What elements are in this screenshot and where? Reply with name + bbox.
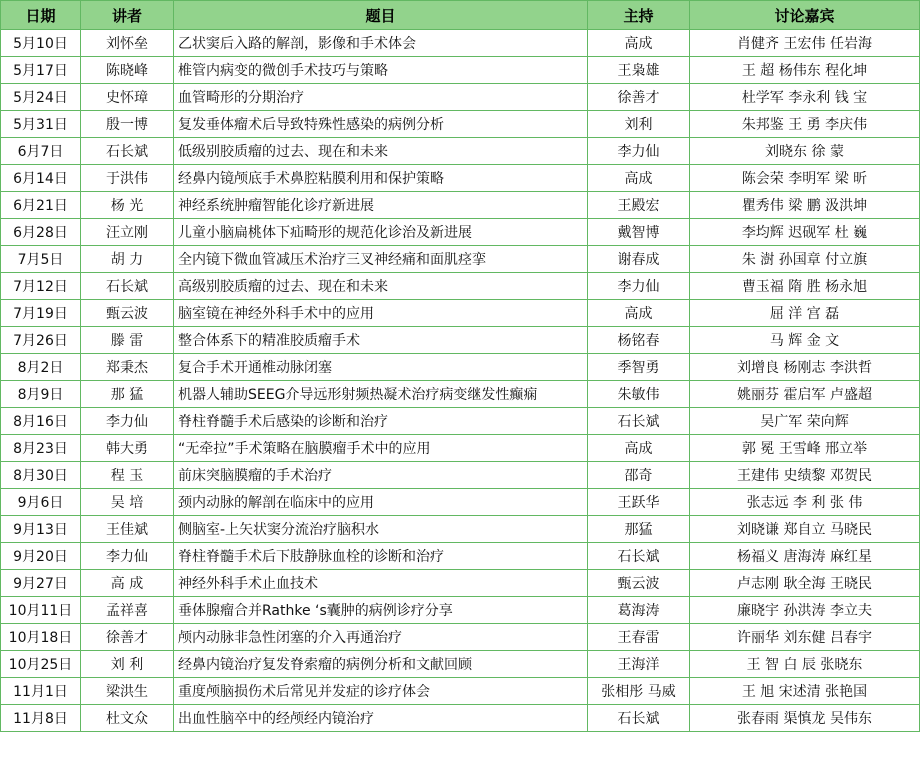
table-row: [1, 516, 920, 543]
table-row: [1, 219, 920, 246]
header-guests: 讨论嘉宾: [690, 1, 920, 30]
speaker-cell: 杜文众: [81, 705, 174, 732]
topic-cell: 经鼻内镜治疗复发脊索瘤的病例分析和文献回顾: [174, 651, 588, 678]
topic-cell: 机器人辅助SEEG介导远形射频热凝术治疗病变继发性癫痫: [174, 381, 588, 408]
table-row: [1, 381, 920, 408]
host-cell: 石长斌: [588, 543, 690, 570]
date-cell: 9月20日: [1, 543, 81, 570]
table-row: [1, 489, 920, 516]
table-row: [1, 273, 920, 300]
topic-cell: 整合体系下的精准胶质瘤手术: [174, 327, 588, 354]
host-cell: 王春雷: [588, 624, 690, 651]
speaker-cell: 高 成: [81, 570, 174, 597]
date-cell: 7月5日: [1, 246, 81, 273]
guests-cell: 张志远 李 利 张 伟: [690, 489, 920, 516]
guests-cell: 廉晓宇 孙洪涛 李立夫: [690, 597, 920, 624]
host-cell: 张相彤 马威: [588, 678, 690, 705]
speaker-cell: 于洪伟: [81, 165, 174, 192]
speaker-cell: 韩大勇: [81, 435, 174, 462]
header-speaker: 讲者: [81, 1, 174, 30]
guests-cell: 屈 洋 宫 磊: [690, 300, 920, 327]
topic-cell: 重度颅脑损伤术后常见并发症的诊疗体会: [174, 678, 588, 705]
speaker-cell: 史怀璋: [81, 84, 174, 111]
topic-cell: 低级别胶质瘤的过去、现在和未来: [174, 138, 588, 165]
speaker-cell: 那 猛: [81, 381, 174, 408]
topic-cell: 侧脑室-上矢状窦分流治疗脑积水: [174, 516, 588, 543]
table-row: [1, 300, 920, 327]
guests-cell: 刘晓谦 郑自立 马晓民: [690, 516, 920, 543]
date-cell: 8月2日: [1, 354, 81, 381]
host-cell: 戴智博: [588, 219, 690, 246]
guests-cell: 杨福义 唐海涛 麻红星: [690, 543, 920, 570]
date-cell: 8月9日: [1, 381, 81, 408]
guests-cell: 卢志刚 耿全海 王晓民: [690, 570, 920, 597]
host-cell: 谢春成: [588, 246, 690, 273]
table-row: [1, 624, 920, 651]
header-topic: 题目: [174, 1, 588, 30]
table-row: [1, 327, 920, 354]
guests-cell: 吴广军 荣向辉: [690, 408, 920, 435]
host-cell: 石长斌: [588, 705, 690, 732]
guests-cell: 许丽华 刘东健 吕春宇: [690, 624, 920, 651]
guests-cell: 肖健齐 王宏伟 任岩海: [690, 30, 920, 57]
table-row: [1, 705, 920, 732]
table-row: [1, 84, 920, 111]
host-cell: 朱敏伟: [588, 381, 690, 408]
guests-cell: 杜学军 李永利 钱 宝: [690, 84, 920, 111]
guests-cell: 王 智 白 辰 张晓东: [690, 651, 920, 678]
topic-cell: 儿童小脑扁桃体下疝畸形的规范化诊治及新进展: [174, 219, 588, 246]
guests-cell: 王 旭 宋述清 张艳国: [690, 678, 920, 705]
speaker-cell: 滕 雷: [81, 327, 174, 354]
guests-cell: 陈会荣 李明军 梁 昕: [690, 165, 920, 192]
date-cell: 5月24日: [1, 84, 81, 111]
speaker-cell: 杨 光: [81, 192, 174, 219]
speaker-cell: 石长斌: [81, 138, 174, 165]
speaker-cell: 陈晓峰: [81, 57, 174, 84]
guests-cell: 郭 冕 王雪峰 邢立举: [690, 435, 920, 462]
speaker-cell: 刘怀垒: [81, 30, 174, 57]
date-cell: 8月23日: [1, 435, 81, 462]
date-cell: 11月8日: [1, 705, 81, 732]
host-cell: 徐善才: [588, 84, 690, 111]
topic-cell: 脊柱脊髓手术后下肢静脉血栓的诊断和治疗: [174, 543, 588, 570]
topic-cell: 出血性脑卒中的经颅经内镜治疗: [174, 705, 588, 732]
date-cell: 11月1日: [1, 678, 81, 705]
guests-cell: 李均辉 迟砚军 杜 巍: [690, 219, 920, 246]
table-row: [1, 165, 920, 192]
table-row: [1, 57, 920, 84]
table-row: [1, 435, 920, 462]
guests-cell: 张春雨 渠慎龙 吴伟东: [690, 705, 920, 732]
date-cell: 9月6日: [1, 489, 81, 516]
date-cell: 6月21日: [1, 192, 81, 219]
speaker-cell: 王佳斌: [81, 516, 174, 543]
speaker-cell: 吴 培: [81, 489, 174, 516]
date-cell: 5月10日: [1, 30, 81, 57]
date-cell: 10月18日: [1, 624, 81, 651]
table-row: [1, 543, 920, 570]
topic-cell: 乙状窦后入路的解剖，影像和手术体会: [174, 30, 588, 57]
guests-cell: 刘增良 杨刚志 李洪哲: [690, 354, 920, 381]
speaker-cell: 李力仙: [81, 408, 174, 435]
speaker-cell: 孟祥喜: [81, 597, 174, 624]
header-date: 日期: [1, 1, 81, 30]
host-cell: 高成: [588, 435, 690, 462]
speaker-cell: 甄云波: [81, 300, 174, 327]
guests-cell: 王 超 杨伟东 程化坤: [690, 57, 920, 84]
table-header: [1, 1, 920, 30]
guests-cell: 马 辉 金 文: [690, 327, 920, 354]
speaker-cell: 刘 利: [81, 651, 174, 678]
date-cell: 7月12日: [1, 273, 81, 300]
host-cell: 李力仙: [588, 138, 690, 165]
header-host: 主持: [588, 1, 690, 30]
table-row: [1, 138, 920, 165]
topic-cell: 垂体腺瘤合并Rathke ‘s囊肿的病例诊疗分享: [174, 597, 588, 624]
topic-cell: 神经系统肿瘤智能化诊疗新进展: [174, 192, 588, 219]
host-cell: 李力仙: [588, 273, 690, 300]
date-cell: 9月13日: [1, 516, 81, 543]
date-cell: 8月30日: [1, 462, 81, 489]
guests-cell: 朱 澍 孙国章 付立旗: [690, 246, 920, 273]
host-cell: 王枭雄: [588, 57, 690, 84]
host-cell: 王殿宏: [588, 192, 690, 219]
date-cell: 8月16日: [1, 408, 81, 435]
header-row: [1, 1, 920, 30]
topic-cell: 神经外科手术止血技术: [174, 570, 588, 597]
topic-cell: 椎管内病变的微创手术技巧与策略: [174, 57, 588, 84]
speaker-cell: 殷一博: [81, 111, 174, 138]
speaker-cell: 胡 力: [81, 246, 174, 273]
guests-cell: 王建伟 史绩黎 邓贺民: [690, 462, 920, 489]
date-cell: 10月11日: [1, 597, 81, 624]
topic-cell: 脊柱脊髓手术后感染的诊断和治疗: [174, 408, 588, 435]
table-row: [1, 678, 920, 705]
table-row: [1, 597, 920, 624]
speaker-cell: 梁洪生: [81, 678, 174, 705]
topic-cell: 全内镜下微血管减压术治疗三叉神经痛和面肌痉挛: [174, 246, 588, 273]
table-row: [1, 408, 920, 435]
speaker-cell: 徐善才: [81, 624, 174, 651]
speaker-cell: 程 玉: [81, 462, 174, 489]
topic-cell: 前床突脑膜瘤的手术治疗: [174, 462, 588, 489]
topic-cell: 高级别胶质瘤的过去、现在和未来: [174, 273, 588, 300]
host-cell: 邵奇: [588, 462, 690, 489]
table-row: [1, 354, 920, 381]
table-row: [1, 570, 920, 597]
host-cell: 那猛: [588, 516, 690, 543]
topic-cell: 经鼻内镜颅底手术鼻腔粘膜利用和保护策略: [174, 165, 588, 192]
speaker-cell: 石长斌: [81, 273, 174, 300]
date-cell: 5月17日: [1, 57, 81, 84]
table-row: [1, 651, 920, 678]
table-row: [1, 246, 920, 273]
topic-cell: 复发垂体瘤术后导致特殊性感染的病例分析: [174, 111, 588, 138]
date-cell: 5月31日: [1, 111, 81, 138]
date-cell: 9月27日: [1, 570, 81, 597]
topic-cell: 颈内动脉的解剖在临床中的应用: [174, 489, 588, 516]
speaker-cell: 郑秉杰: [81, 354, 174, 381]
host-cell: 高成: [588, 30, 690, 57]
date-cell: 7月26日: [1, 327, 81, 354]
table-row: [1, 30, 920, 57]
guests-cell: 瞿秀伟 梁 鹏 汲洪坤: [690, 192, 920, 219]
topic-cell: 颅内动脉非急性闭塞的介入再通治疗: [174, 624, 588, 651]
host-cell: 石长斌: [588, 408, 690, 435]
host-cell: 刘利: [588, 111, 690, 138]
speaker-cell: 李力仙: [81, 543, 174, 570]
guests-cell: 曹玉福 隋 胜 杨永旭: [690, 273, 920, 300]
host-cell: 杨铭春: [588, 327, 690, 354]
date-cell: 6月7日: [1, 138, 81, 165]
date-cell: 7月19日: [1, 300, 81, 327]
date-cell: 6月28日: [1, 219, 81, 246]
date-cell: 10月25日: [1, 651, 81, 678]
speaker-cell: 汪立刚: [81, 219, 174, 246]
guests-cell: 朱邦鉴 王 勇 李庆伟: [690, 111, 920, 138]
host-cell: 王跃华: [588, 489, 690, 516]
host-cell: 高成: [588, 300, 690, 327]
date-cell: 6月14日: [1, 165, 81, 192]
host-cell: 葛海涛: [588, 597, 690, 624]
table-row: [1, 462, 920, 489]
topic-cell: 血管畸形的分期治疗: [174, 84, 588, 111]
guests-cell: 刘晓东 徐 蒙: [690, 138, 920, 165]
guests-cell: 姚丽芬 霍启军 卢盛超: [690, 381, 920, 408]
table-row: [1, 192, 920, 219]
host-cell: 高成: [588, 165, 690, 192]
table-body: [1, 30, 920, 732]
host-cell: 季智勇: [588, 354, 690, 381]
topic-cell: 脑室镜在神经外科手术中的应用: [174, 300, 588, 327]
host-cell: 王海洋: [588, 651, 690, 678]
table-row: [1, 111, 920, 138]
topic-cell: 复合手术开通椎动脉闭塞: [174, 354, 588, 381]
host-cell: 甄云波: [588, 570, 690, 597]
topic-cell: “无牵拉”手术策略在脑膜瘤手术中的应用: [174, 435, 588, 462]
